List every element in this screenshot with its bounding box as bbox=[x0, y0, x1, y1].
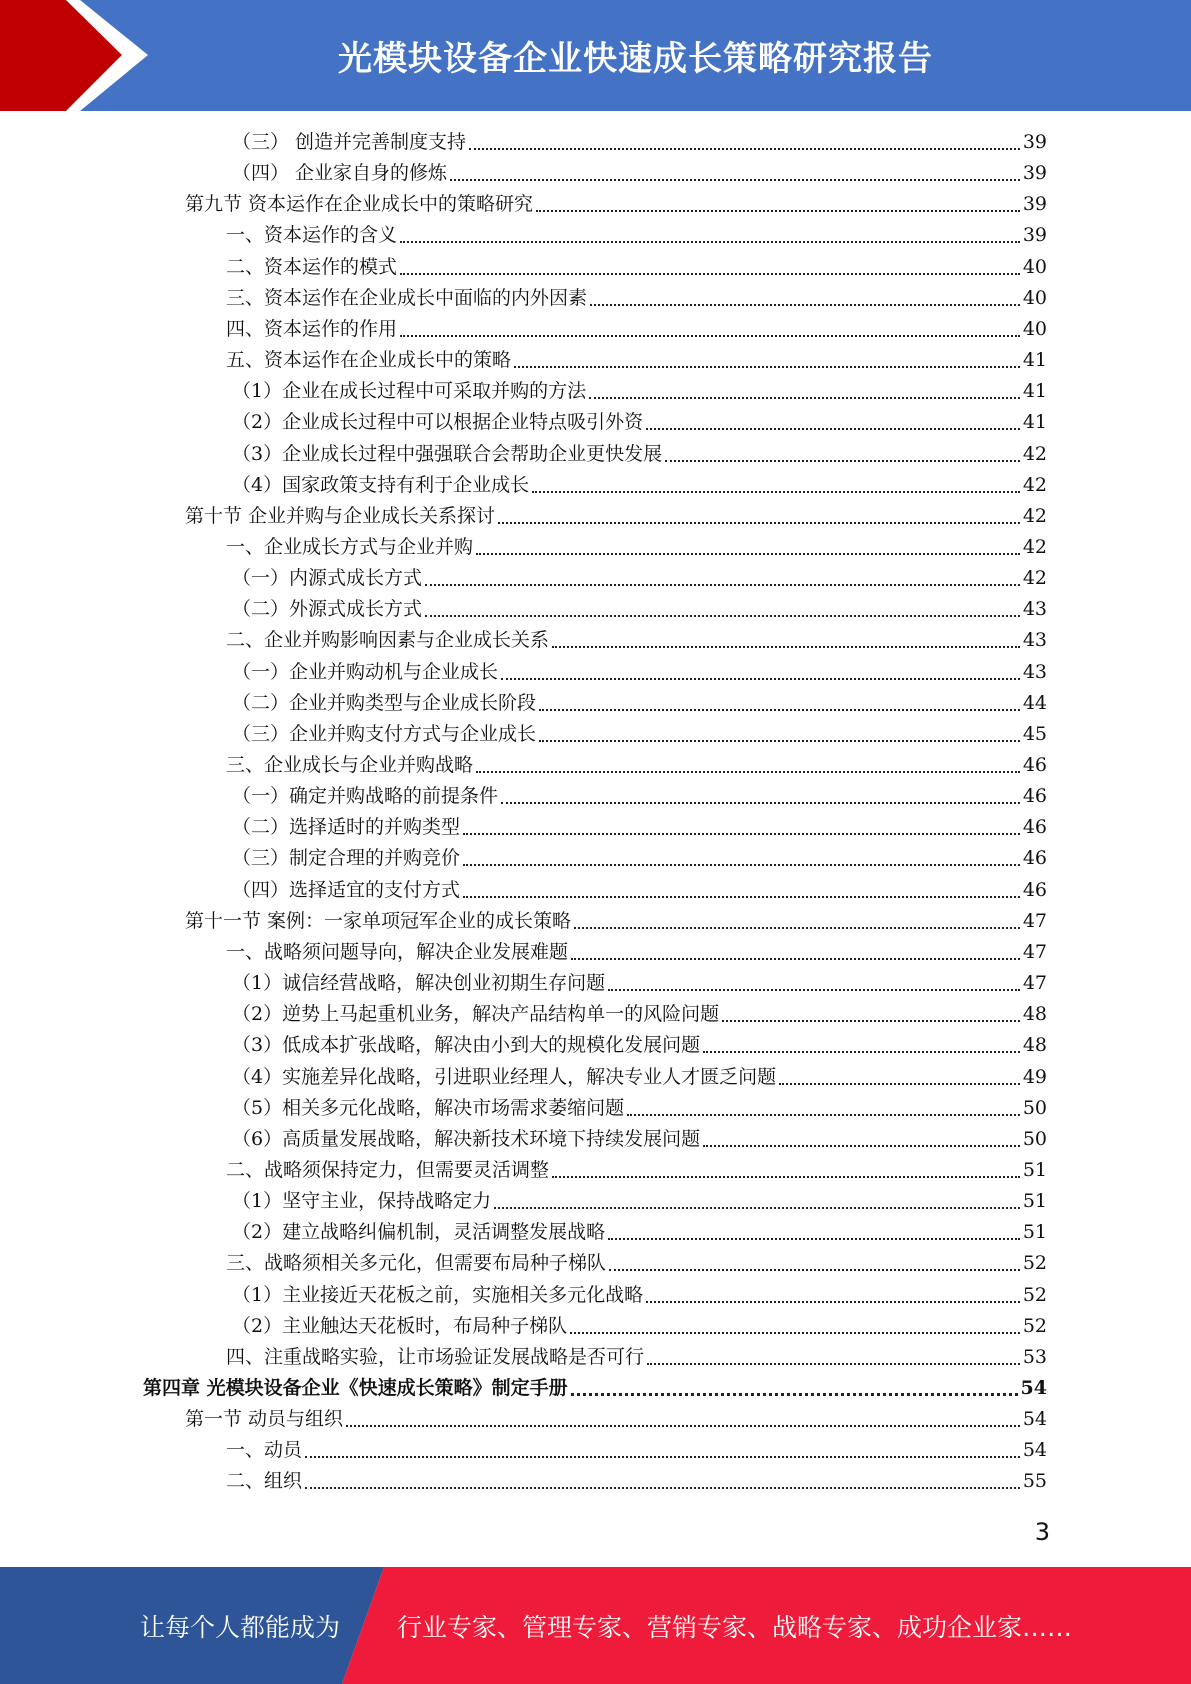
toc-entry-page: 49 bbox=[1022, 1066, 1047, 1088]
toc-entry-page: 39 bbox=[1022, 162, 1047, 184]
toc-dot-leader bbox=[425, 615, 1020, 617]
toc-entry[interactable] bbox=[232, 1217, 1047, 1248]
toc-entry-page: 43 bbox=[1022, 629, 1047, 651]
toc-entry-page: 51 bbox=[1022, 1190, 1047, 1212]
toc-entry[interactable] bbox=[226, 1466, 1047, 1497]
toc-entry[interactable] bbox=[232, 1186, 1047, 1217]
footer-banner bbox=[0, 1567, 1191, 1684]
toc-entry[interactable] bbox=[226, 750, 1047, 781]
toc-entry-page: 39 bbox=[1022, 193, 1047, 215]
toc-dot-leader bbox=[609, 1269, 1020, 1271]
toc-dot-leader bbox=[552, 1176, 1020, 1178]
toc-entry-title: 一、企业成长方式与企业并购 bbox=[226, 536, 474, 558]
toc-entry[interactable] bbox=[232, 875, 1047, 906]
toc-entry-title: （2）企业成长过程中可以根据企业特点吸引外资 bbox=[232, 411, 644, 433]
toc-entry[interactable] bbox=[232, 439, 1047, 470]
toc-entry-title: （一）企业并购动机与企业成长 bbox=[232, 661, 499, 683]
toc-entry-title: 一、动员 bbox=[226, 1439, 303, 1461]
toc-entry-title: （一）确定并购战略的前提条件 bbox=[232, 785, 499, 807]
toc-dot-leader bbox=[463, 864, 1020, 866]
toc-entry-page: 53 bbox=[1022, 1346, 1047, 1368]
toc-dot-leader bbox=[498, 522, 1020, 524]
toc-entry-title: （3）低成本扩张战略，解决由小到大的规模化发展问题 bbox=[232, 1034, 701, 1056]
toc-entry[interactable] bbox=[226, 1155, 1047, 1186]
toc-entry-title: （三） 创造并完善制度支持 bbox=[232, 131, 467, 153]
toc-entry[interactable] bbox=[232, 158, 1047, 189]
toc-entry-title: （2）建立战略纠偏机制，灵活调整发展战略 bbox=[232, 1221, 606, 1243]
toc-entry-page: 39 bbox=[1022, 224, 1047, 246]
toc-entry-title: 三、资本运作在企业成长中面临的内外因素 bbox=[226, 287, 588, 309]
toc-entry-page: 46 bbox=[1022, 879, 1047, 901]
toc-entry[interactable] bbox=[232, 470, 1047, 501]
toc-entry-title: （1）诚信经营战略，解决创业初期生存问题 bbox=[232, 972, 606, 994]
toc-entry[interactable] bbox=[232, 812, 1047, 843]
toc-dot-leader bbox=[703, 1145, 1020, 1147]
toc-dot-leader bbox=[539, 740, 1020, 742]
toc-dot-leader bbox=[571, 958, 1020, 960]
toc-entry-page: 52 bbox=[1022, 1252, 1047, 1274]
toc-entry-page: 54 bbox=[1022, 1439, 1047, 1461]
toc-entry-page: 46 bbox=[1022, 754, 1047, 776]
toc-entry[interactable] bbox=[226, 625, 1047, 656]
toc-entry-title: 二、企业并购影响因素与企业成长关系 bbox=[226, 629, 550, 651]
toc-dot-leader bbox=[305, 1487, 1020, 1489]
toc-entry-page: 42 bbox=[1022, 443, 1047, 465]
toc-entry-title: （二）选择适时的并购类型 bbox=[232, 816, 461, 838]
toc-entry[interactable] bbox=[232, 688, 1047, 719]
toc-dot-leader bbox=[647, 1363, 1020, 1365]
toc-dot-leader bbox=[469, 148, 1020, 150]
toc-entry[interactable] bbox=[232, 781, 1047, 812]
toc-entry-page: 42 bbox=[1022, 505, 1047, 527]
toc-entry-title: （四）选择适宜的支付方式 bbox=[232, 879, 461, 901]
toc-entry-title: 四、资本运作的作用 bbox=[226, 318, 398, 340]
report-header bbox=[0, 0, 1191, 111]
toc-entry-page: 50 bbox=[1022, 1128, 1047, 1150]
toc-entry[interactable] bbox=[232, 1124, 1047, 1155]
toc-entry[interactable] bbox=[226, 1342, 1047, 1373]
toc-entry[interactable] bbox=[232, 719, 1047, 750]
toc-dot-leader bbox=[646, 428, 1020, 430]
toc-entry-title: （1）主业接近天花板之前，实施相关多元化战略 bbox=[232, 1284, 644, 1306]
toc-entry-page: 40 bbox=[1022, 256, 1047, 278]
toc-entry[interactable] bbox=[232, 1062, 1047, 1093]
toc-entry-title: （一）内源式成长方式 bbox=[232, 567, 423, 589]
toc-entry-page: 54 bbox=[1020, 1377, 1047, 1399]
toc-entry-title: （6）高质量发展战略，解决新技术环境下持续发展问题 bbox=[232, 1128, 701, 1150]
toc-entry-title: （三）企业并购支付方式与企业成长 bbox=[232, 723, 537, 745]
toc-entry-page: 46 bbox=[1022, 785, 1047, 807]
toc-entry[interactable] bbox=[232, 1280, 1047, 1311]
toc-dot-leader bbox=[552, 646, 1020, 648]
toc-entry-title: 二、资本运作的模式 bbox=[226, 256, 398, 278]
toc-entry-title: （5）相关多元化战略，解决市场需求萎缩问题 bbox=[232, 1097, 625, 1119]
toc-entry[interactable] bbox=[232, 563, 1047, 594]
toc-dot-leader bbox=[476, 553, 1020, 555]
toc-entry-page: 42 bbox=[1022, 567, 1047, 589]
toc-entry[interactable] bbox=[226, 345, 1047, 376]
toc-entry-page: 42 bbox=[1022, 474, 1047, 496]
toc-entry-title: （2）主业触达天花板时，布局种子梯队 bbox=[232, 1315, 568, 1337]
toc-dot-leader bbox=[463, 833, 1020, 835]
toc-entry-page: 54 bbox=[1022, 1408, 1047, 1430]
toc-entry-title: （1）企业在成长过程中可采取并购的方法 bbox=[232, 380, 587, 402]
toc-entry-page: 55 bbox=[1022, 1470, 1047, 1492]
page-number: 3 bbox=[1034, 1518, 1050, 1546]
toc-entry[interactable] bbox=[185, 189, 1047, 220]
toc-dot-leader bbox=[400, 241, 1020, 243]
toc-dot-leader bbox=[589, 397, 1020, 399]
toc-entry-page: 42 bbox=[1022, 536, 1047, 558]
toc-entry[interactable] bbox=[232, 843, 1047, 874]
toc-entry-page: 41 bbox=[1022, 380, 1047, 402]
toc-entry[interactable] bbox=[226, 252, 1047, 283]
toc-dot-leader bbox=[608, 1238, 1020, 1240]
toc-entry-title: （二）企业并购类型与企业成长阶段 bbox=[232, 692, 537, 714]
toc-entry-page: 51 bbox=[1022, 1221, 1047, 1243]
toc-dot-leader bbox=[574, 927, 1020, 929]
toc-entry[interactable] bbox=[232, 407, 1047, 438]
toc-entry[interactable] bbox=[185, 1404, 1047, 1435]
toc-entry-page: 43 bbox=[1022, 661, 1047, 683]
toc-entry[interactable] bbox=[232, 1030, 1047, 1061]
toc-entry-page: 52 bbox=[1022, 1315, 1047, 1337]
toc-entry[interactable] bbox=[232, 968, 1047, 999]
toc-entry-title: （4）实施差异化战略，引进职业经理人，解决专业人才匮乏问题 bbox=[232, 1066, 777, 1088]
toc-entry-page: 39 bbox=[1022, 131, 1047, 153]
toc-entry-title: （1）坚守主业，保持战略定力 bbox=[232, 1190, 492, 1212]
toc-entry-title: （2）逆势上马起重机业务，解决产品结构单一的风险问题 bbox=[232, 1003, 720, 1025]
toc-entry-title: 一、战略须问题导向，解决企业发展难题 bbox=[226, 941, 569, 963]
footer-slogan-right: 行业专家、管理专家、营销专家、战略专家、成功企业家…… bbox=[397, 1612, 1073, 1642]
toc-entry-page: 45 bbox=[1022, 723, 1047, 745]
toc-dot-leader bbox=[346, 1425, 1020, 1427]
toc-dot-leader bbox=[571, 1393, 1018, 1396]
toc-entry-title: 第四章 光模块设备企业《快速成长策略》制定手册 bbox=[143, 1377, 568, 1399]
toc-dot-leader bbox=[305, 1456, 1020, 1458]
toc-entry[interactable] bbox=[226, 1248, 1047, 1279]
footer-slogan-left: 让每个人都能成为 bbox=[140, 1612, 341, 1642]
toc-entry-page: 40 bbox=[1022, 318, 1047, 340]
toc-dot-leader bbox=[779, 1083, 1020, 1085]
toc-entry-title: 一、资本运作的含义 bbox=[226, 224, 398, 246]
toc-entry[interactable] bbox=[226, 220, 1047, 251]
toc-entry[interactable] bbox=[232, 376, 1047, 407]
toc-entry-title: （4）国家政策支持有利于企业成长 bbox=[232, 474, 530, 496]
toc-entry[interactable] bbox=[232, 127, 1047, 158]
toc-entry-page: 47 bbox=[1022, 941, 1047, 963]
toc-entry-title: 二、组织 bbox=[226, 1470, 303, 1492]
toc-entry[interactable] bbox=[232, 1311, 1047, 1342]
toc-entry-title: （三）制定合理的并购竞价 bbox=[232, 847, 461, 869]
toc-entry-page: 47 bbox=[1022, 910, 1047, 932]
toc-entry[interactable] bbox=[226, 283, 1047, 314]
toc-dot-leader bbox=[722, 1020, 1020, 1022]
toc-dot-leader bbox=[463, 896, 1020, 898]
toc-entry-page: 50 bbox=[1022, 1097, 1047, 1119]
toc-dot-leader bbox=[570, 1332, 1020, 1334]
toc-entry[interactable] bbox=[226, 937, 1047, 968]
toc-entry-title: 第一节 动员与组织 bbox=[185, 1408, 344, 1430]
toc-dot-leader bbox=[494, 1207, 1020, 1209]
toc-dot-leader bbox=[703, 1051, 1020, 1053]
toc-entry[interactable] bbox=[232, 999, 1047, 1030]
toc-dot-leader bbox=[450, 179, 1020, 181]
toc-dot-leader bbox=[536, 210, 1020, 212]
toc-entry-page: 48 bbox=[1022, 1034, 1047, 1056]
toc-entry-title: （3）企业成长过程中强强联合会帮助企业更快发展 bbox=[232, 443, 663, 465]
toc-entry-page: 48 bbox=[1022, 1003, 1047, 1025]
toc-entry[interactable] bbox=[226, 1435, 1047, 1466]
toc-entry-page: 43 bbox=[1022, 598, 1047, 620]
toc-entry[interactable] bbox=[143, 1373, 1047, 1404]
toc-entry-title: 五、资本运作在企业成长中的策略 bbox=[226, 349, 512, 371]
toc-entry-page: 44 bbox=[1022, 692, 1047, 714]
toc-dot-leader bbox=[425, 584, 1020, 586]
toc-entry-page: 52 bbox=[1022, 1284, 1047, 1306]
toc-dot-leader bbox=[501, 802, 1020, 804]
toc-entry-title: 三、战略须相关多元化，但需要布局种子梯队 bbox=[226, 1252, 607, 1274]
header-arrow-decoration bbox=[0, 0, 160, 111]
toc-dot-leader bbox=[646, 1301, 1020, 1303]
toc-dot-leader bbox=[665, 460, 1020, 462]
toc-entry[interactable] bbox=[232, 657, 1047, 688]
toc-dot-leader bbox=[608, 989, 1020, 991]
toc-entry[interactable] bbox=[226, 314, 1047, 345]
toc-entry-title: 第十节 企业并购与企业成长关系探讨 bbox=[185, 505, 496, 527]
toc-entry[interactable] bbox=[185, 906, 1047, 937]
toc-entry-title: 第九节 资本运作在企业成长中的策略研究 bbox=[185, 193, 534, 215]
toc-entry[interactable] bbox=[232, 594, 1047, 625]
toc-entry-page: 46 bbox=[1022, 816, 1047, 838]
toc-entry-title: 二、战略须保持定力，但需要灵活调整 bbox=[226, 1159, 550, 1181]
toc-entry-page: 47 bbox=[1022, 972, 1047, 994]
toc-dot-leader bbox=[627, 1114, 1020, 1116]
toc-entry-title: 四、注重战略实验，让市场验证发展战略是否可行 bbox=[226, 1346, 645, 1368]
toc-dot-leader bbox=[400, 335, 1020, 337]
toc-entry-title: （四） 企业家自身的修炼 bbox=[232, 162, 448, 184]
toc-entry-page: 41 bbox=[1022, 411, 1047, 433]
toc-dot-leader bbox=[400, 273, 1020, 275]
toc-dot-leader bbox=[514, 366, 1020, 368]
toc-entry-page: 40 bbox=[1022, 287, 1047, 309]
toc-entry-page: 41 bbox=[1022, 349, 1047, 371]
toc-entry-title: （二）外源式成长方式 bbox=[232, 598, 423, 620]
toc-dot-leader bbox=[476, 771, 1020, 773]
toc-entry[interactable] bbox=[232, 1093, 1047, 1124]
toc-dot-leader bbox=[539, 709, 1020, 711]
toc-entry-page: 46 bbox=[1022, 847, 1047, 869]
toc-entry-title: 三、企业成长与企业并购战略 bbox=[226, 754, 474, 776]
toc-dot-leader bbox=[501, 678, 1020, 680]
toc-entry[interactable] bbox=[185, 501, 1047, 532]
toc-entry[interactable] bbox=[226, 532, 1047, 563]
toc-dot-leader bbox=[590, 304, 1020, 306]
toc-entry-title: 第十一节 案例：一家单项冠军企业的成长策略 bbox=[185, 910, 572, 932]
report-title: 光模块设备企业快速成长策略研究报告 bbox=[338, 39, 933, 79]
toc-entry-page: 51 bbox=[1022, 1159, 1047, 1181]
toc-dot-leader bbox=[532, 491, 1020, 493]
